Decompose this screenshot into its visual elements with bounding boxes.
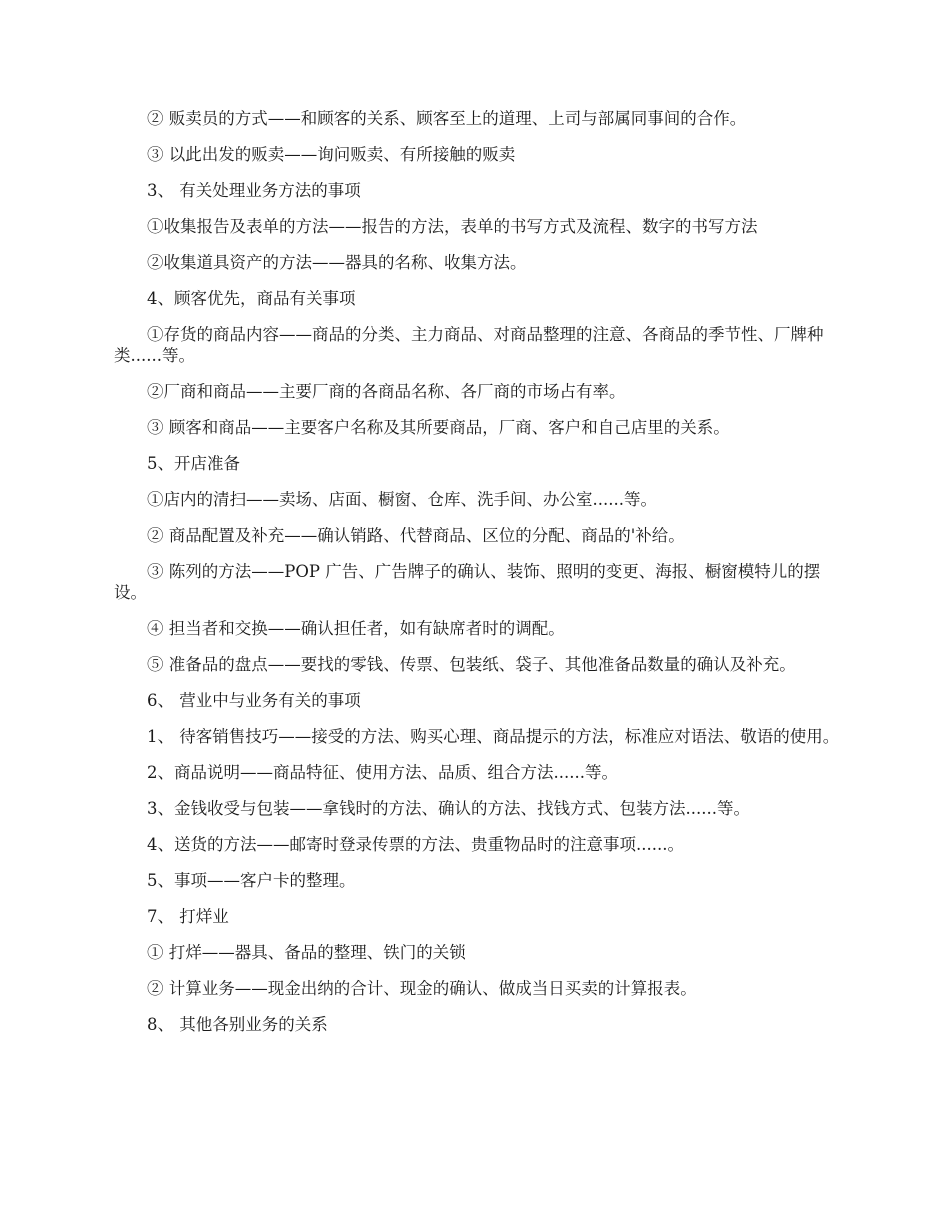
paragraph: 5、事项——客户卡的整理。	[147, 871, 356, 890]
paragraph: ②厂商和商品——主要厂商的各商品名称、各厂商的市场占有率。	[147, 382, 626, 401]
paragraph: ① 打烊——器具、备品的整理、铁门的关锁	[147, 943, 466, 962]
paragraph: ①存货的商品内容——商品的分类、主力商品、对商品整理的注意、各商品的季节性、厂牌种类......等。	[114, 325, 824, 365]
paragraph: 1、 待客销售技巧——接受的方法、购买心理、商品提示的方法，标准应对语法、敬语的使用。	[147, 727, 840, 746]
paragraph: 3、金钱收受与包装——拿钱时的方法、确认的方法、找钱方式、包装方法......等。	[147, 799, 750, 818]
paragraph: 2、商品说明——商品特征、使用方法、品质、组合方法......等。	[147, 763, 618, 782]
section-heading: 8、 其他各别业务的关系	[147, 1015, 328, 1034]
section-heading: 5、开店准备	[147, 454, 240, 473]
paragraph: ①收集报告及表单的方法——报告的方法，表单的书写方式及流程、数字的书写方法	[147, 217, 758, 236]
paragraph: ②收集道具资产的方法——器具的名称、收集方法。	[147, 253, 527, 272]
document-body	[114, 108, 842, 1050]
paragraph: ② 计算业务——现金出纳的合计、现金的确认、做成当日买卖的计算报表。	[147, 979, 697, 998]
paragraph: ③ 以此出发的贩卖——询问贩卖、有所接触的贩卖	[147, 145, 516, 164]
paragraph: ③ 陈列的方法——POP 广告、广告牌子的确认、装饰、照明的变更、海报、橱窗模特儿的摆设。	[114, 562, 821, 602]
paragraph: 4、送货的方法——邮寄时登录传票的方法、贵重物品时的注意事项......。	[147, 835, 684, 854]
paragraph: ② 商品配置及补充——确认销路、代替商品、区位的分配、商品的'补给。	[147, 526, 685, 545]
paragraph: ② 贩卖员的方式——和顾客的关系、顾客至上的道理、上司与部属同事间的合作。	[147, 109, 747, 128]
paragraph: ⑤ 准备品的盘点——要找的零钱、传票、包装纸、袋子、其他准备品数量的确认及补充。	[147, 655, 796, 674]
section-heading: 3、 有关处理业务方法的事项	[147, 181, 361, 200]
paragraph: ③ 顾客和商品——主要客户名称及其所要商品，厂商、客户和自己店里的关系。	[147, 418, 730, 437]
paragraph: ①店内的清扫——卖场、店面、橱窗、仓库、洗手间、办公室......等。	[147, 490, 657, 509]
section-heading: 7、 打烊业	[147, 907, 229, 926]
paragraph: ④ 担当者和交换——确认担任者，如有缺席者时的调配。	[147, 619, 565, 638]
section-heading: 6、 营业中与业务有关的事项	[147, 691, 361, 710]
section-heading: 4、顾客优先，商品有关事项	[147, 289, 356, 308]
